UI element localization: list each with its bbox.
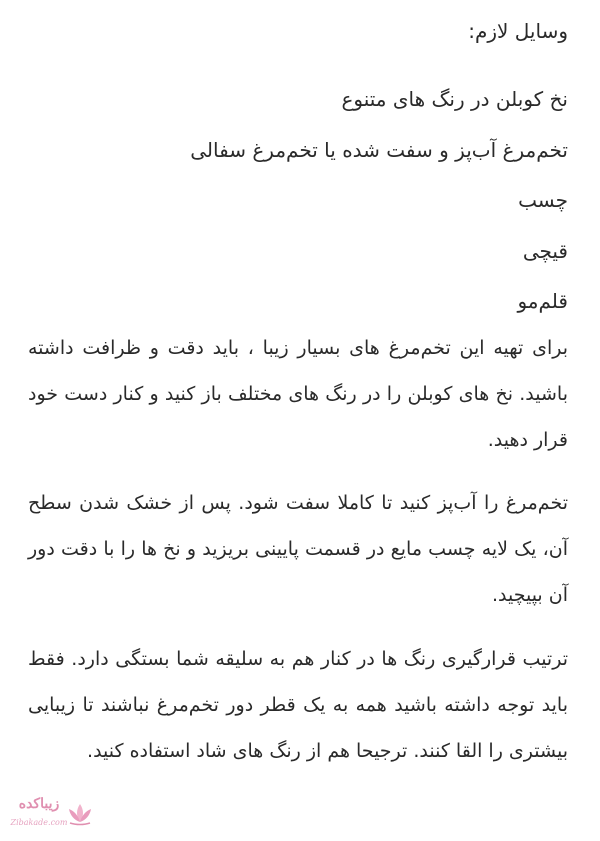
instruction-paragraph: ترتیب قرارگیری رنگ ها در کنار هم به سلیقه شما بستگی دارد. فقط باید توجه داشته باشید همه به یک قطر دور تخم‌مرغ نباشند تا زیبایی بیشتری را القا کنند. ترجیحا هم از رنگ های شاد استفاده کنید. [28, 648, 568, 762]
materials-heading: وسایل لازم: [468, 19, 568, 43]
list-item: نخ کوبلن در رنگ های متنوع [341, 87, 568, 111]
watermark-subtext: Zibakade.com [10, 818, 68, 827]
watermark-text: زیباکده [18, 796, 60, 812]
list-item: قیچی [522, 238, 568, 263]
instruction-paragraph: برای تهیه این تخم‌مرغ های بسیار زیبا ، باید دقت و ظرافت داشته باشید. نخ های کوبلن را در رنگ های مختلف باز کنید و کنار دست خود قرار دهید. [28, 337, 568, 451]
lotus-icon [66, 800, 94, 828]
list-item: قلم‌مو [517, 289, 568, 313]
watermark-logo [4, 796, 96, 838]
instruction-paragraph: تخم‌مرغ را آب‌پز کنید تا کاملا سفت شود. پس از خشک شدن سطح آن، یک لایه چسب مایع در قسمت پایینی بریزید و نخ ها را با دقت دور آن بپیچید. [28, 492, 568, 606]
list-item: تخم‌مرغ آب‌پز و سفت شده یا تخم‌مرغ سفالی [190, 137, 568, 162]
materials-list [190, 74, 568, 327]
list-item: چسب [518, 188, 568, 212]
